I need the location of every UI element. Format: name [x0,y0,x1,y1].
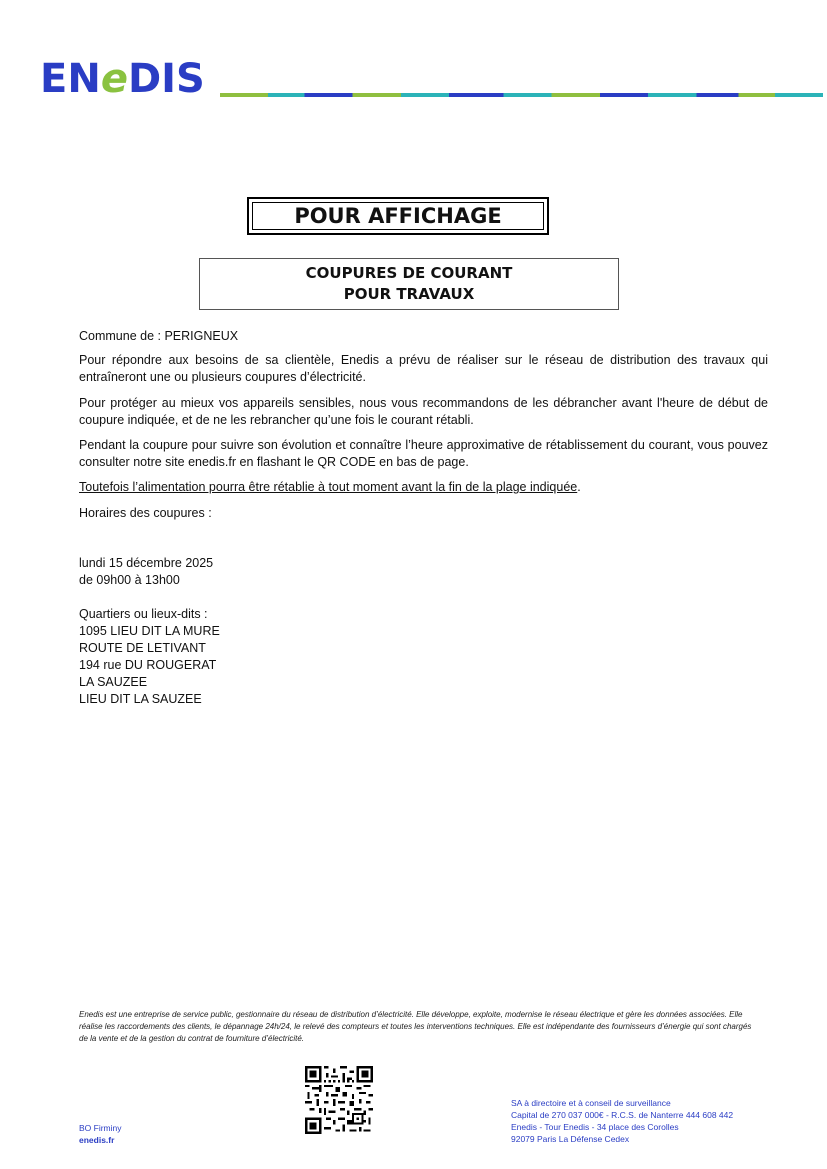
place-item: LIEU DIT LA SAUZEE [79,692,202,706]
legal-notice: Enedis est une entreprise de service public, gestionnaire du réseau de distribution d’électricité. Elle développe, exploite, modernise le réseau électrique et gère les données associées. Elle réalise les raccordements des clients, le dépannage 24h/24, le relevé des compteurs et toutes les interventions techniques. Elle est indépendante des fournisseurs d’énergie qui sont chargés de la vente et de la gestion du contrat de fourniture d’électricité. [79,1010,752,1043]
paragraph-4 [79,479,768,496]
address-line: 92079 Paris La Défense Cedex [511,1134,630,1144]
enedis-logo [40,58,215,100]
qr-code-icon[interactable] [305,1066,373,1134]
paragraph-4-end: . [577,480,581,494]
coupures-title-line1: COUPURES DE COURANT [305,264,513,282]
company-address [511,1097,811,1145]
place-item: 194 rue DU ROUGERAT [79,658,217,672]
office-info [79,1122,279,1146]
paragraph-3: Pendant la coupure pour suivre son évolution et connaître l’heure approximative de rétablissement du courant, vous pouvez consulter notre site enedis.fr en flashant le QR CODE en bas de page. [79,438,768,469]
paragraph-4-underlined: Toutefois l’alimentation pourra être rétablie à tout moment avant la fin de la plage indiquée [79,480,578,494]
coupures-title-line2: POUR TRAVAUX [343,285,475,303]
logo-text-part3: DIS [127,56,205,102]
quartiers-label: Quartiers ou lieux-dits : [79,607,208,621]
coupures-title-box [199,258,619,310]
place-item: LA SAUZEE [79,675,148,689]
paragraph-1: Pour répondre aux besoins de sa clientèle, Enedis a prévu de réaliser sur le réseau de distribution des travaux qui entraîneront une ou plusieurs coupures d’électricité. [79,353,768,384]
office-name: BO Firminy [79,1123,122,1133]
logo-text-part1: EN [40,56,101,102]
commune-line: Commune de : PERIGNEUX [79,329,239,343]
header-color-stripe [220,93,823,97]
address-line: Enedis - Tour Enedis - 34 place des Corolles [511,1122,679,1132]
place-item: 1095 LIEU DIT LA MURE [79,624,220,638]
outage-date: lundi 15 décembre 2025 [79,556,214,570]
address-line: Capital de 270 037 000€ - R.C.S. de Nanterre 444 608 442 [511,1110,734,1120]
logo-text-part2: e [100,56,128,102]
address-line: SA à directoire et à conseil de surveillance [511,1098,671,1108]
horaires-label: Horaires des coupures : [79,506,212,520]
outage-time: de 09h00 à 13h00 [79,573,180,587]
pour-affichage-title: POUR AFFICHAGE [252,202,544,230]
place-item: ROUTE DE LETIVANT [79,641,206,655]
website-link[interactable]: enedis.fr [79,1135,115,1145]
paragraph-2: Pour protéger au mieux vos appareils sensibles, nous vous recommandons de les débrancher avant l'heure de début de coupure indiquée, et de ne les rebrancher qu’une fois le courant rétabli. [79,396,768,427]
pour-affichage-box [247,197,549,235]
